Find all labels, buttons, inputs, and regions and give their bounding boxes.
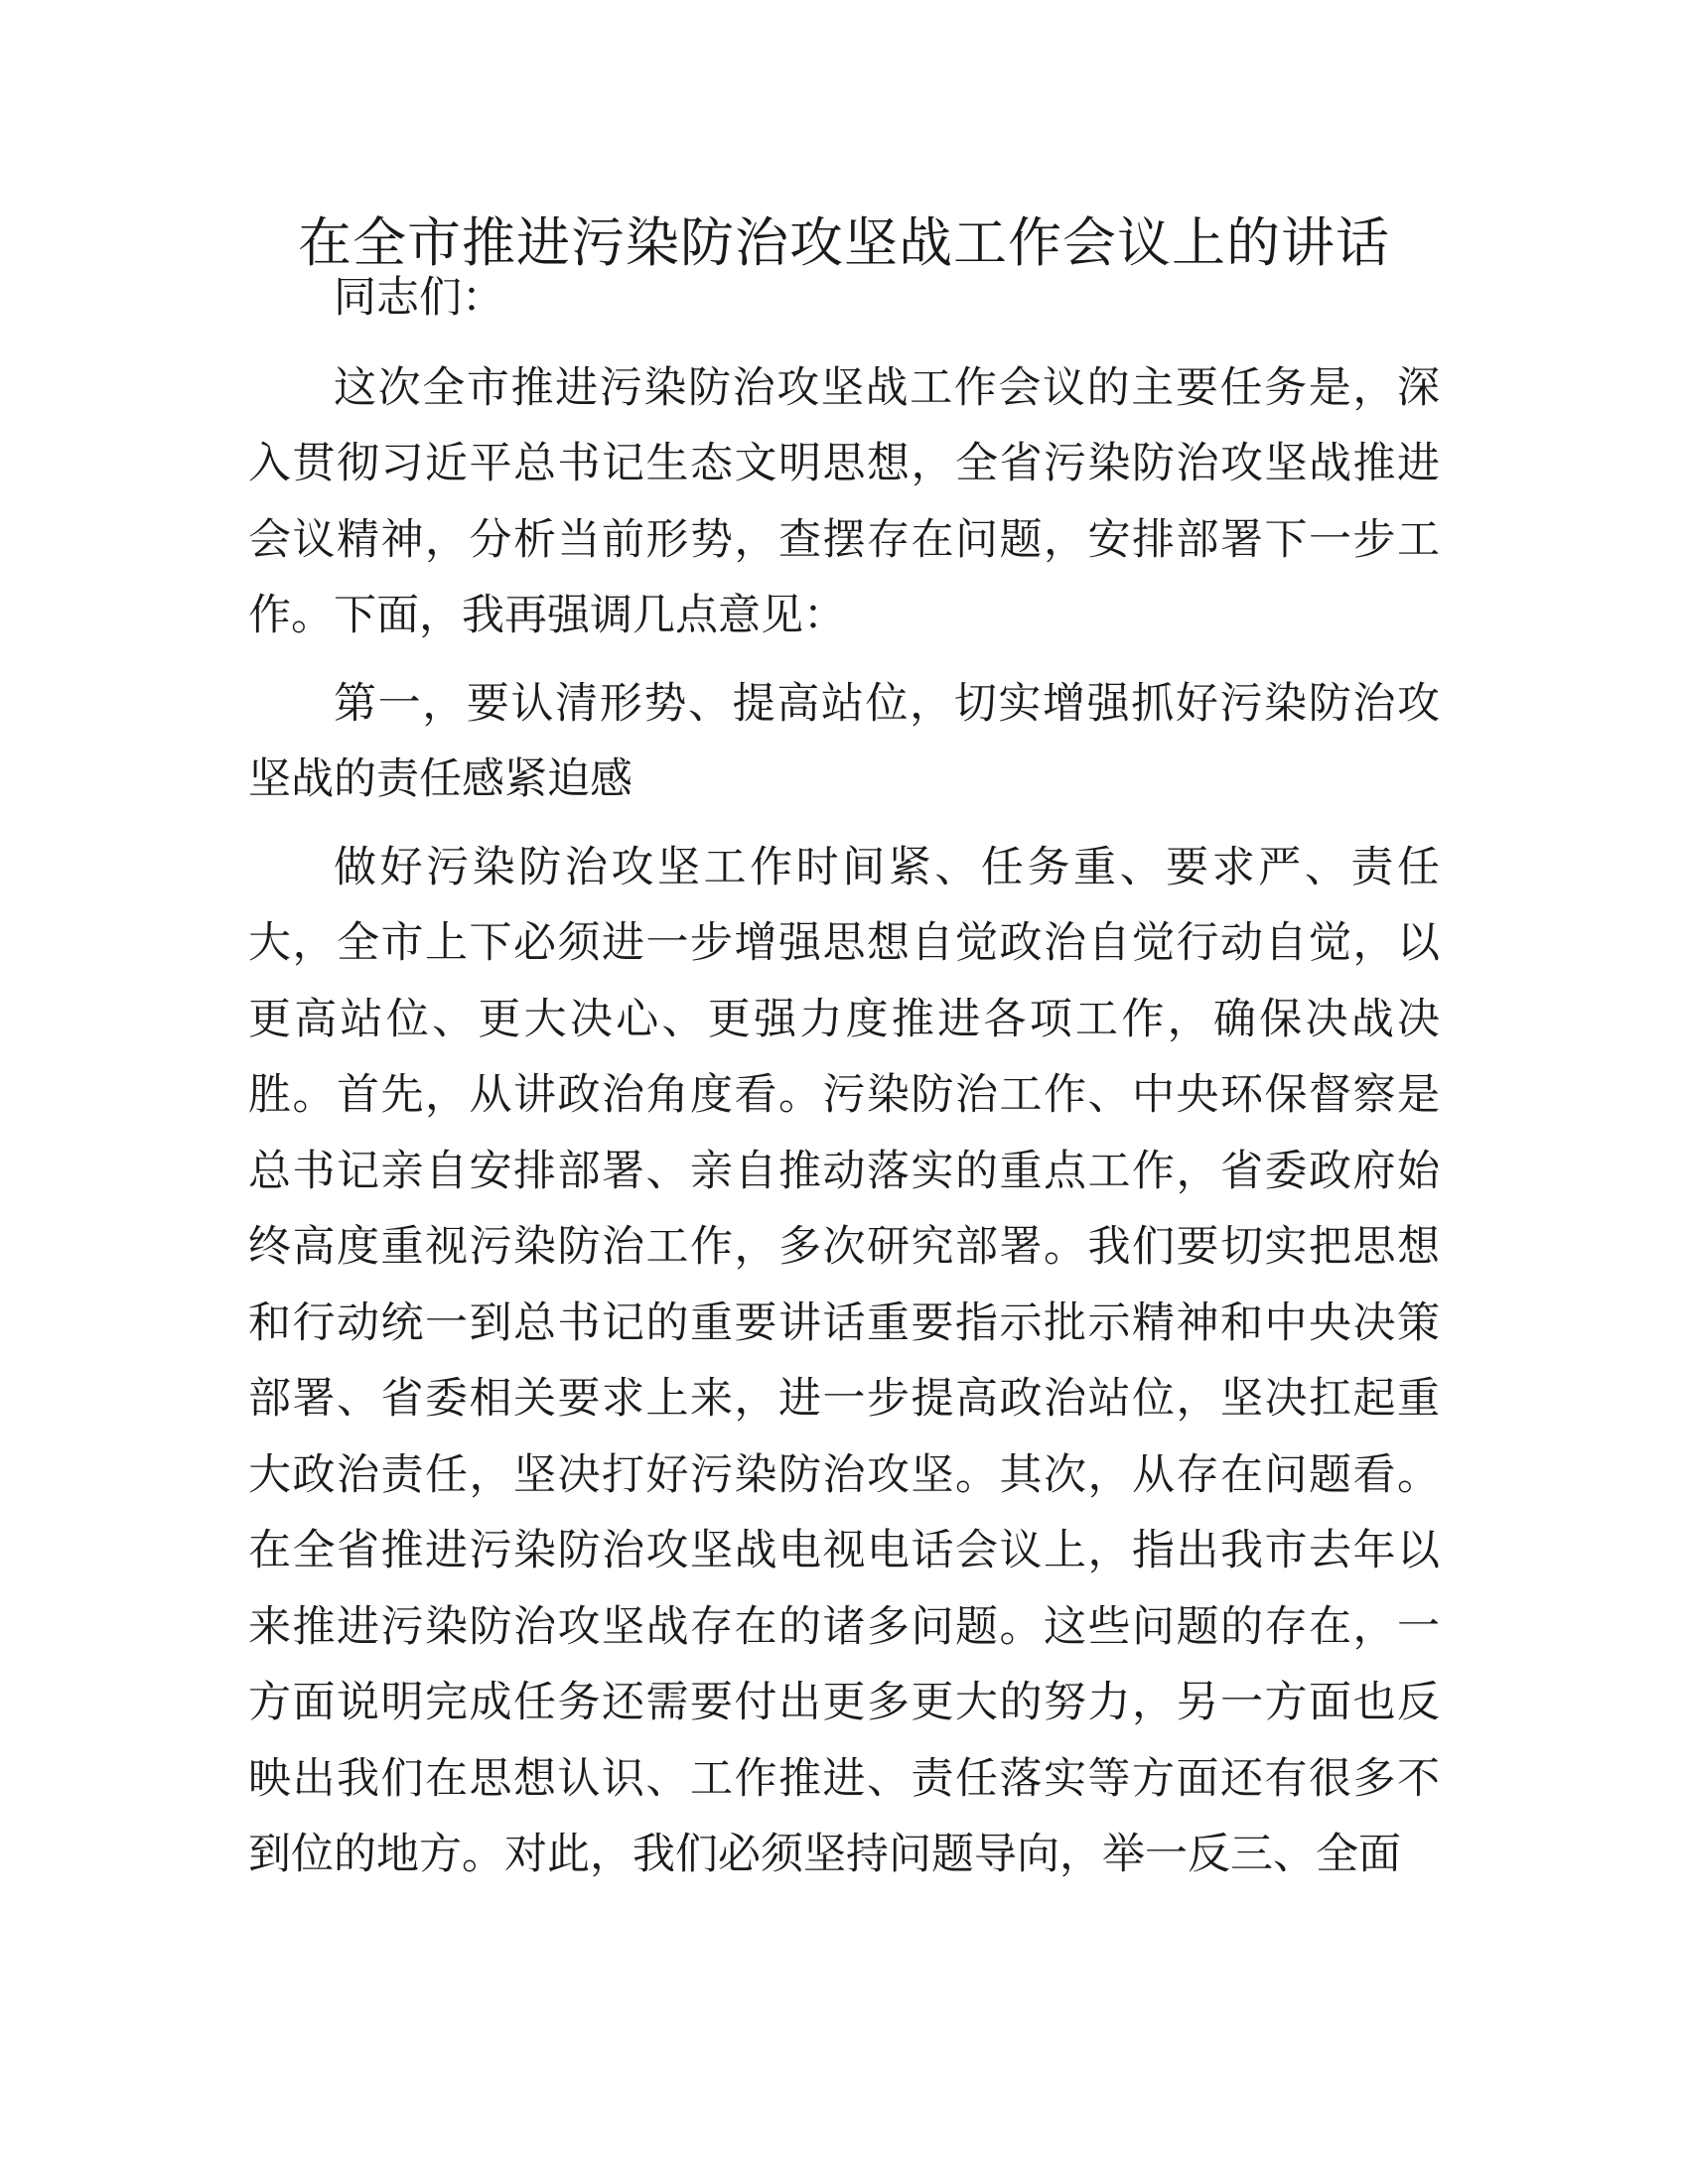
paragraph-intro: 这次全市推进污染防治攻坚战工作会议的主要任务是，深入贯彻习近平总书记生态文明思想，全省污染防治攻坚战推进会议精神，分析当前形势，查摆存在问题，安排部署下一步工作。下面，我再强调几点意见： <box>248 362 1440 640</box>
salutation: 同志们： <box>334 273 504 323</box>
paragraph-heading-first: 第一，要认清形势、提高站位，切实增强抓好污染防治攻坚战的责任感紧迫感 <box>248 678 1440 804</box>
document-title: 在全市推进污染防治攻坚战工作会议上的讲话 <box>298 211 1390 274</box>
paragraph-body: 做好污染防治攻坚工作时间紧、任务重、要求严、责任大，全市上下必须进一步增强思想自觉政治自觉行动自觉，以更高站位、更大决心、更强力度推进各项工作，确保决战决胜。首先，从讲政治角度看。污染防治工作、中央环保督察是总书记亲自安排部署、亲自推动落实的重点工作，省委政府始终高度重视污染防治工作，多次研究部署。我们要切实把思想和行动统一到总书记的重要讲话重要指示批示精神和中央决策部署、省委相关要求上来，进一步提高政治站位，坚决扛起重大政治责任，坚决打好污染防治攻坚。其次，从存在问题看。在全省推进污染防治攻坚战电视电话会议上，指出我市去年以来推进污染防治攻坚战存在的诸多问题。这些问题的存在，一方面说明完成任务还需要付出更多更大的努力，另一方面也反映出我们在思想认识、工作推进、责任落实等方面还有很多不到位的地方。对此，我们必须坚持问题导向，举一反三、全面 <box>248 842 1440 1879</box>
document-body <box>248 260 1440 1893</box>
